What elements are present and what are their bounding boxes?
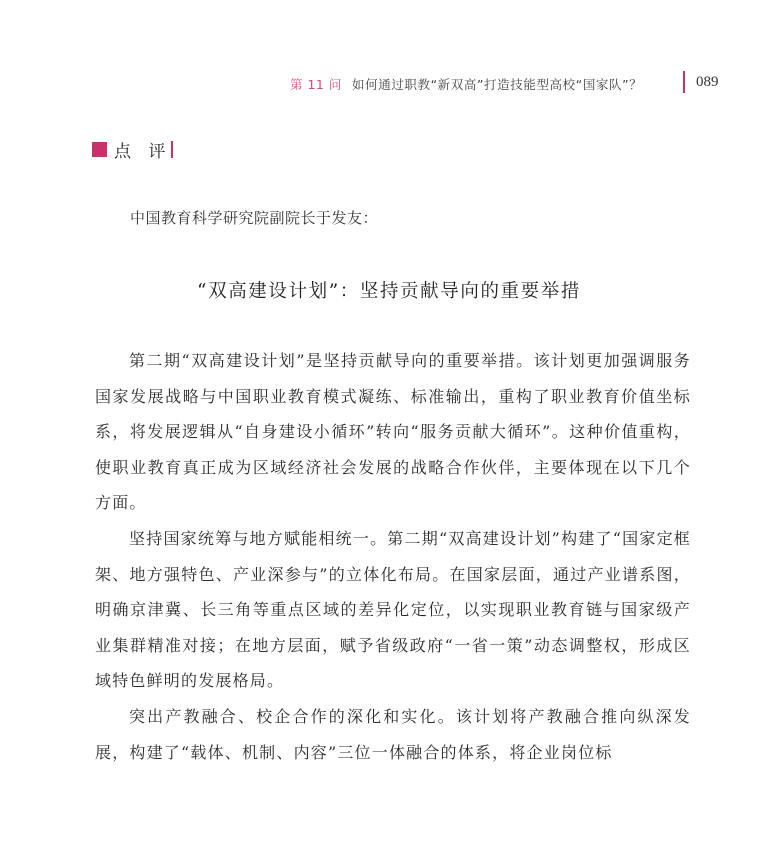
heading-bar-icon: [171, 141, 173, 158]
chapter-title: 如何通过职教“新双高”打造技能型高校“国家队”？: [352, 77, 643, 92]
article-body: [95, 343, 691, 770]
paragraph: 坚持国家统筹与地方赋能相统一。第二期“双高建设计划”构建了“国家定框架、地方强特色、产业深参与”的立体化布局。在国家层面，通过产业谱系图，明确京津冀、长三角等重点区域的差异化定位，以实现职业教育链与国家级产业集群精准对接；在地方层面，赋予省级政府“一省一策”动态调整权，形成区域特色鲜明的发展格局。: [95, 528, 691, 691]
running-header: [0, 73, 778, 97]
article-title: “双高建设计划”：坚持贡献导向的重要举措: [197, 281, 581, 302]
section-heading: [92, 138, 173, 160]
paragraph: 突出产教融合、校企合作的深化和实化。该计划将产教融合推向纵深发展，构建了“载体、机制、内容”三位一体融合的体系，将企业岗位标: [95, 706, 691, 762]
section-heading-text: 点 评: [114, 141, 172, 162]
paragraph: 第二期“双高建设计划”是坚持贡献导向的重要举措。该计划更加强调服务国家发展战略与中国职业教育模式凝练、标准输出，重构了职业教育价值坐标系，将发展逻辑从“自身建设小循环”转向“服务贡献大循环”。这种价值重构，使职业教育真正成为区域经济社会发展的战略合作伙伴，主要体现在以下几个方面。: [95, 351, 691, 513]
chapter-number: 第 11 问: [290, 77, 342, 92]
square-bullet-icon: [92, 142, 107, 157]
page-number: 089: [696, 74, 719, 90]
attribution: 中国教育科学研究院副院长于发友：: [130, 209, 379, 227]
header-divider: [683, 71, 685, 93]
